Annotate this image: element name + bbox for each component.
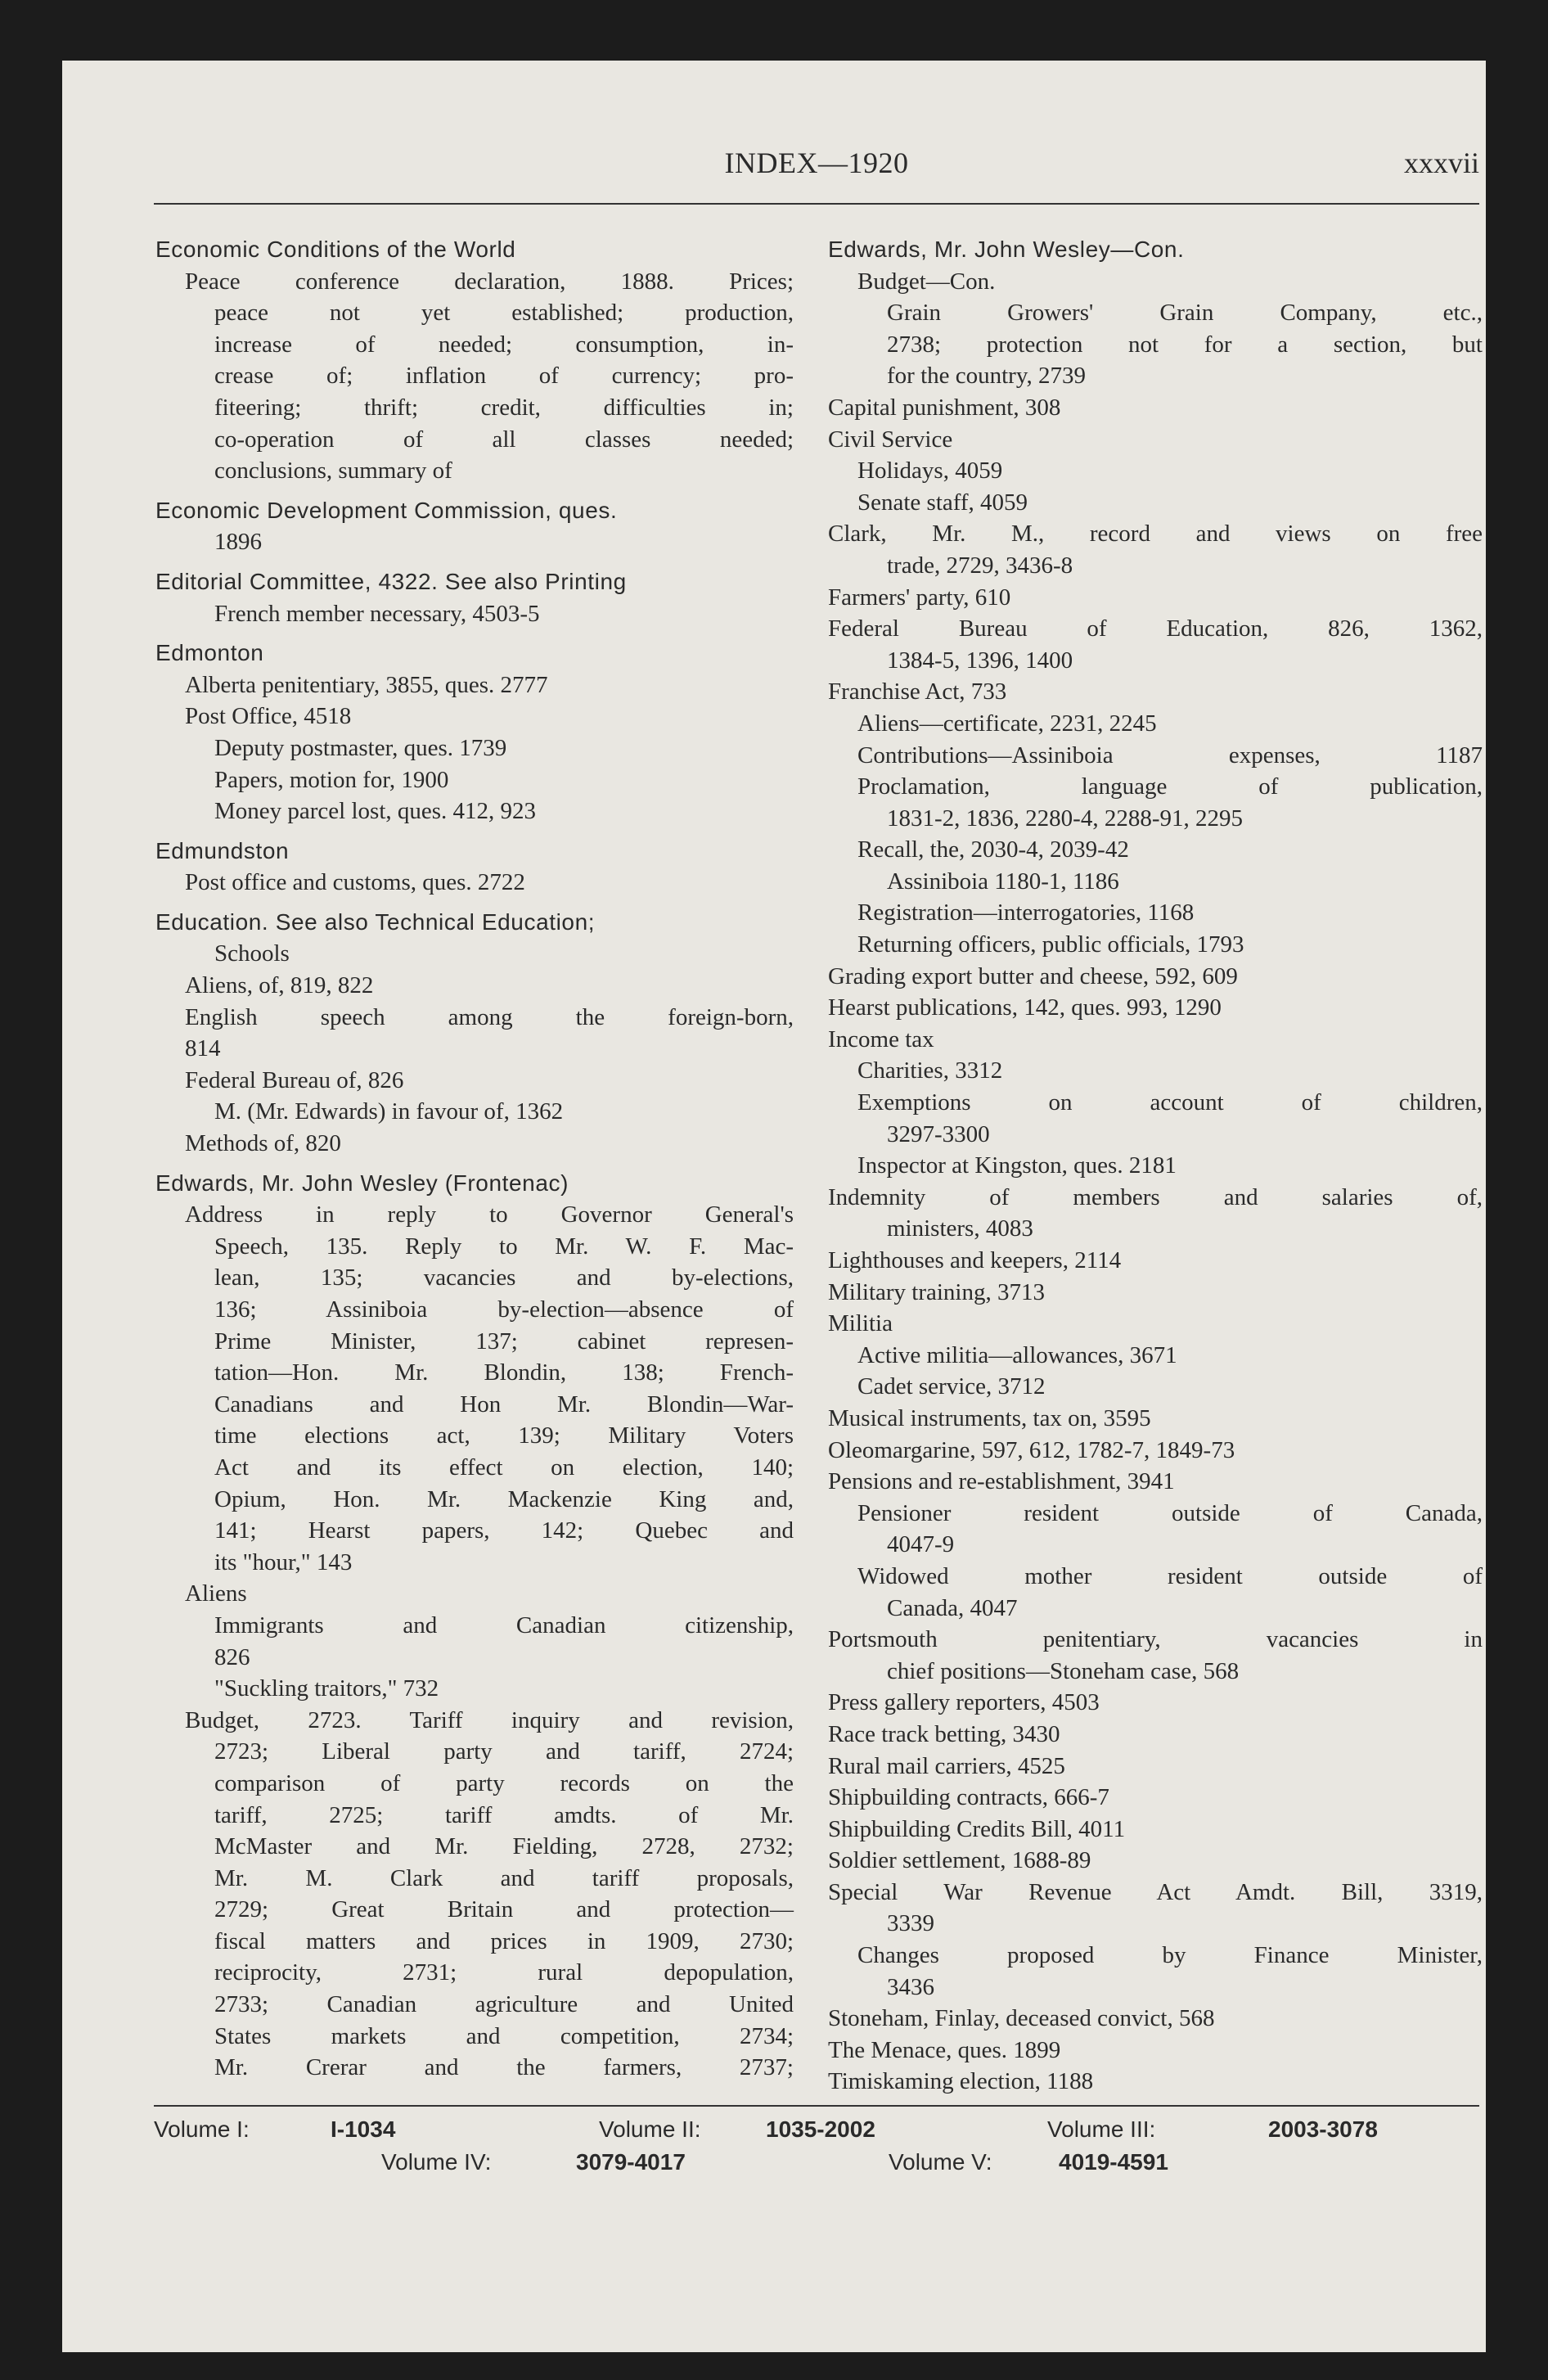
index-line: for the country, 2739 [887, 363, 1086, 390]
index-line: Peace conference declaration, 1888. Prices; [185, 268, 794, 295]
index-line: Grain Growers' Grain Company, etc., [887, 300, 1483, 327]
volume-4-label: Volume IV: [381, 2149, 492, 2175]
index-line: comparison of party records on the [214, 1769, 794, 1796]
index-line: Musical instruments, tax on, 3595 [828, 1404, 1151, 1431]
index-line: Canada, 4047 [887, 1594, 1018, 1621]
index-line: Proclamation, language of publication, [857, 773, 1483, 800]
index-line: Money parcel lost, ques. 412, 923 [214, 798, 537, 825]
index-line: co-operation of all classes needed; [214, 426, 794, 453]
volume-2-label: Volume II: [599, 2116, 701, 2142]
index-line: Address in reply to Governor General's [185, 1201, 794, 1228]
volume-1-range: I-1034 [331, 2116, 396, 2142]
index-line: Active militia—allowances, 3671 [857, 1341, 1177, 1368]
index-line: Timiskaming election, 1188 [828, 2068, 1094, 2095]
index-heading: Edmonton [155, 640, 264, 666]
index-line: Recall, the, 2030-4, 2039-42 [857, 836, 1129, 863]
index-line: Changes proposed by Finance Minister, [857, 1942, 1483, 1969]
index-column-left [155, 234, 794, 2084]
index-line: Capital punishment, 308 [828, 394, 1061, 421]
index-line: Grading export butter and cheese, 592, 609 [828, 962, 1238, 989]
index-line: Widowed mother resident outside of [857, 1562, 1483, 1589]
index-line: Indemnity of members and salaries of, [828, 1183, 1483, 1210]
index-line: 136; Assiniboia by-election—absence of [214, 1296, 794, 1323]
index-line: 2738; protection not for a section, but [887, 331, 1483, 358]
index-line: Mr. Crerar and the farmers, 2737; [214, 2054, 794, 2081]
index-line: M. (Mr. Edwards) in favour of, 1362 [214, 1098, 564, 1125]
index-line: Aliens, of, 819, 822 [185, 972, 374, 999]
index-line: 1831-2, 1836, 2280-4, 2288-91, 2295 [887, 805, 1243, 832]
index-line: English speech among the foreign-born, [185, 1003, 794, 1030]
index-line: Rural mail carriers, 4525 [828, 1752, 1065, 1779]
index-line: Opium, Hon. Mr. Mackenzie King and, [214, 1485, 794, 1512]
index-line: Shipbuilding contracts, 666-7 [828, 1784, 1109, 1811]
index-line: Press gallery reporters, 4503 [828, 1689, 1100, 1716]
index-line: Budget—Con. [857, 268, 996, 295]
index-line: Mr. M. Clark and tariff proposals, [214, 1864, 794, 1891]
index-line: Special War Revenue Act Amdt. Bill, 3319, [828, 1878, 1483, 1905]
index-line: conclusions, summary of [214, 458, 452, 485]
index-heading: Education. See also Technical Education; [155, 908, 596, 935]
index-line: lean, 135; vacancies and by-elections, [214, 1264, 794, 1291]
index-line: Race track betting, 3430 [828, 1720, 1060, 1747]
index-line: Assiniboia 1180-1, 1186 [887, 868, 1119, 895]
volume-5-label: Volume V: [889, 2149, 992, 2175]
index-line: Civil Service [828, 426, 953, 453]
index-line: 141; Hearst papers, 142; Quebec and [214, 1517, 794, 1544]
index-line: chief positions—Stoneham case, 568 [887, 1657, 1240, 1684]
index-line: Shipbuilding Credits Bill, 4011 [828, 1815, 1126, 1842]
index-line: Oleomargarine, 597, 612, 1782-7, 1849-73 [828, 1436, 1235, 1463]
index-line: tariff, 2725; tariff amdts. of Mr. [214, 1801, 794, 1828]
index-line: Act and its effect on election, 140; [214, 1454, 794, 1481]
index-line: French member necessary, 4503-5 [214, 600, 540, 627]
index-line: Speech, 135. Reply to Mr. W. F. Mac- [214, 1233, 794, 1260]
index-line: reciprocity, 2731; rural depopulation, [214, 1959, 794, 1986]
index-line: peace not yet established; production, [214, 300, 794, 327]
index-line: Federal Bureau of, 826 [185, 1066, 404, 1093]
index-column-right [828, 234, 1483, 2098]
index-line: Military training, 3713 [828, 1278, 1045, 1305]
index-line: Immigrants and Canadian citizenship, [214, 1611, 794, 1639]
index-line: Portsmouth penitentiary, vacancies in [828, 1626, 1483, 1653]
volume-5-range: 4019-4591 [1059, 2149, 1168, 2175]
volume-1-label: Volume I: [154, 2116, 250, 2142]
index-line: Papers, motion for, 1900 [214, 766, 449, 793]
index-line: Prime Minister, 137; cabinet represen- [214, 1327, 794, 1355]
index-line: McMaster and Mr. Fielding, 2728, 2732; [214, 1833, 794, 1860]
volume-2-range: 1035-2002 [766, 2116, 875, 2142]
index-line: Militia [828, 1310, 893, 1337]
index-line: Pensioner resident outside of Canada, [857, 1499, 1483, 1526]
index-line: 3297-3300 [887, 1120, 990, 1147]
index-line: its "hour," 143 [214, 1548, 353, 1575]
index-line: 2733; Canadian agriculture and United [214, 1991, 794, 2018]
index-line: fiteering; thrift; credit, difficulties in; [214, 394, 794, 421]
index-heading: Edwards, Mr. John Wesley—Con. [828, 237, 1185, 262]
index-line: 814 [185, 1035, 221, 1062]
index-line: Lighthouses and keepers, 2114 [828, 1247, 1122, 1273]
volume-3-label: Volume III: [1047, 2116, 1156, 2142]
index-line: Hearst publications, 142, ques. 993, 1290 [828, 994, 1222, 1021]
index-line: Income tax [828, 1025, 934, 1053]
volume-3-range: 2003-3078 [1268, 2116, 1378, 2142]
index-line: Alberta penitentiary, 3855, ques. 2777 [185, 671, 548, 698]
index-line: 2729; Great Britain and protection— [214, 1896, 794, 1923]
index-line: The Menace, ques. 1899 [828, 2036, 1061, 2063]
index-line: Methods of, 820 [185, 1130, 341, 1157]
index-heading: Edwards, Mr. John Wesley (Frontenac) [155, 1170, 569, 1196]
index-line: Senate staff, 4059 [857, 489, 1028, 516]
index-line: increase of needed; consumption, in- [214, 331, 794, 358]
index-line: Franchise Act, 733 [828, 678, 1007, 705]
index-heading: Economic Development Commission, ques. [155, 497, 618, 523]
index-line: Post office and customs, ques. 2722 [185, 869, 525, 896]
index-line: Stoneham, Finlay, deceased convict, 568 [828, 2005, 1215, 2032]
index-line: 1384-5, 1396, 1400 [887, 647, 1073, 674]
index-line: Clark, Mr. M., record and views on free [828, 521, 1483, 548]
index-heading: Edmundston [155, 837, 290, 863]
index-line: Aliens—certificate, 2231, 2245 [857, 710, 1157, 737]
index-line: Inspector at Kingston, ques. 2181 [857, 1152, 1177, 1179]
index-line: 3436 [887, 1973, 934, 2000]
index-line: Registration—interrogatories, 1168 [857, 899, 1195, 926]
index-line: time elections act, 139; Military Voters [214, 1422, 794, 1449]
index-page [62, 61, 1486, 2352]
index-line: ministers, 4083 [887, 1215, 1033, 1242]
page-number: xxxvii [1403, 146, 1479, 179]
index-line: Aliens [185, 1580, 247, 1607]
index-line: Farmers' party, 610 [828, 584, 1011, 611]
index-line: Exemptions on account of children, [857, 1089, 1483, 1116]
index-line: 2723; Liberal party and tariff, 2724; [214, 1738, 794, 1765]
index-line: 1896 [214, 529, 262, 556]
index-line: Canadians and Hon Mr. Blondin—War- [214, 1391, 794, 1418]
footer-divider [154, 2105, 1479, 2107]
index-line: Soldier settlement, 1688-89 [828, 1847, 1091, 1874]
index-line: crease of; inflation of currency; pro- [214, 363, 794, 390]
page-title: INDEX—1920 [724, 146, 909, 179]
index-line: Schools [214, 940, 290, 967]
index-line: 3339 [887, 1910, 934, 1937]
index-line: tation—Hon. Mr. Blondin, 138; French- [214, 1359, 794, 1386]
index-line: "Suckling traitors," 732 [214, 1675, 439, 1702]
index-line: States markets and competition, 2734; [214, 2022, 794, 2049]
index-line: 826 [214, 1643, 250, 1670]
index-line: Post Office, 4518 [185, 703, 352, 730]
index-line: Federal Bureau of Education, 826, 1362, [828, 615, 1483, 642]
index-line: trade, 2729, 3436-8 [887, 552, 1073, 579]
index-line: Holidays, 4059 [857, 458, 1003, 485]
index-line: fiscal matters and prices in 1909, 2730; [214, 1927, 794, 1954]
index-line: Budget, 2723. Tariff inquiry and revision, [185, 1706, 794, 1733]
index-line: Pensions and re-establishment, 3941 [828, 1468, 1175, 1495]
index-line: Returning officers, public officials, 1793 [857, 931, 1244, 958]
index-line: Deputy postmaster, ques. 1739 [214, 734, 507, 761]
volume-4-range: 3079-4017 [576, 2149, 686, 2175]
index-line: Charities, 3312 [857, 1057, 1003, 1084]
index-line: Contributions—Assiniboia expenses, 1187 [857, 741, 1483, 769]
page-header [154, 146, 1479, 195]
header-divider [154, 203, 1479, 205]
index-heading: Economic Conditions of the World [155, 237, 516, 262]
index-line: Cadet service, 3712 [857, 1373, 1046, 1400]
index-line: 4047-9 [887, 1531, 955, 1558]
index-heading: Editorial Committee, 4322. See also Printing [155, 568, 627, 594]
